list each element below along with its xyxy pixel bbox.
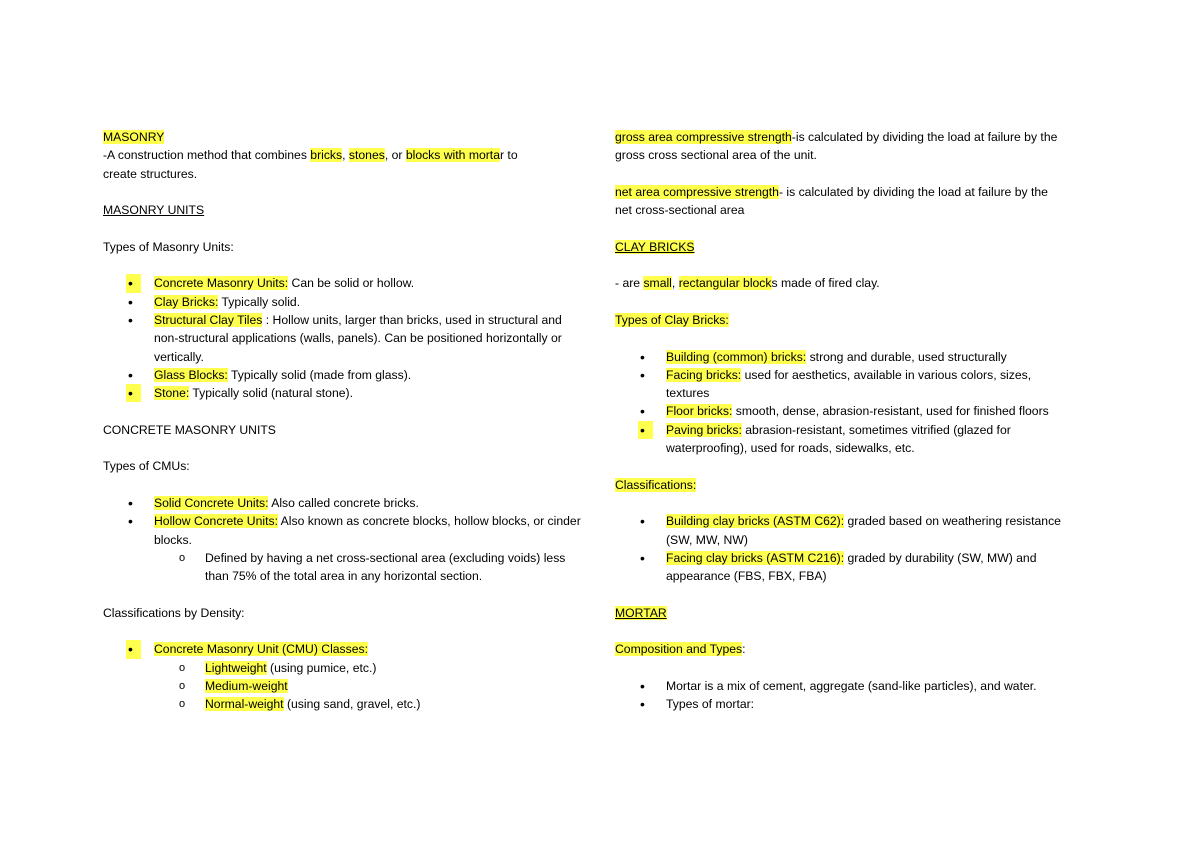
clay-bricks-heading: CLAY BRICKS [615,239,695,254]
right-column [615,128,1095,714]
mortar-heading: MORTAR [615,605,667,620]
list-item: • Concrete Masonry Units: Can be solid or hollow. [103,274,583,292]
list-item: • Paving bricks: abrasion-resistant, sometimes vitrified (glazed for waterproofing), used for roads, sidewalks, etc. [615,421,1066,458]
cmu-sub-list [103,549,583,586]
list-item: o Lightweight (using pumice, etc.) [103,659,583,677]
clay-types-list [615,348,1095,458]
types-of-masonry-units-heading: Types of Masonry Units: [103,239,234,254]
list-item: • Building (common) bricks: strong and durable, used structurally [615,348,1095,366]
cmu-types-list [103,494,583,585]
list-item: • Floor bricks: smooth, dense, abrasion-resistant, used for finished floors [615,402,1095,420]
masonry-intro: -A construction method that combines bricks, stones, or blocks with mortar to create structures. [103,148,518,181]
list-item: • Stone: Typically solid (natural stone). [103,384,583,402]
classifications-list [615,512,1095,585]
list-item: • Structural Clay Tiles : Hollow units, larger than bricks, used in structural and non-structural applications (walls, panels). Can be positioned horizontally or vertically. [103,311,583,366]
list-item: • Solid Concrete Units: Also called concrete bricks. [103,494,583,512]
density-classes-list [103,659,583,714]
density-list [103,640,583,713]
types-of-cmus-heading: Types of CMUs: [103,459,190,474]
list-item: o Medium-weight [103,677,583,695]
density-heading: Classifications by Density: [103,605,245,620]
list-item: • Glass Blocks: Typically solid (made from glass). [103,366,583,384]
types-of-clay-bricks-heading: Types of Clay Bricks: [615,312,729,327]
net-area-paragraph: net area compressive strength- is calculated by dividing the load at failure by the net cross-sectional area [615,184,1048,218]
list-item: o Normal-weight (using sand, gravel, etc.) [103,695,583,713]
list-item: • Facing bricks: used for aesthetics, available in various colors, sizes, textures [615,366,1066,403]
left-column [103,128,583,714]
list-item: • Clay Bricks: Typically solid. [103,293,583,311]
cmu-heading: CONCRETE MASONRY UNITS [103,422,276,437]
clay-bricks-description: - are small, rectangular blocks made of fired clay. [615,276,880,291]
composition-heading: Composition and Types: [615,642,746,657]
mortar-list [615,677,1095,714]
list-item: • Facing clay bricks (ASTM C216): graded by durability (SW, MW) and appearance (FBS, FBX, FBA) [615,549,1066,586]
classifications-heading: Classifications: [615,477,697,492]
list-item: • Building clay bricks (ASTM C62): graded based on weathering resistance (SW, MW, NW) [615,512,1066,549]
list-item: • Hollow Concrete Units: Also known as concrete blocks, hollow blocks, or cinder blocks. o Defined by having a net cross-sectional area (excluding voids) less than 75% of the total area in any horizontal section. [103,512,583,585]
masonry-units-list [103,274,583,402]
list-item: • Types of mortar: [615,695,1095,713]
list-item: o Defined by having a net cross-sectional area (excluding voids) less than 75% of the total area in any horizontal section. [103,549,583,586]
masonry-title: MASONRY [103,130,165,144]
list-item: • Concrete Masonry Unit (CMU) Classes: o Lightweight (using pumice, etc.) o Medium-weight o Normal-weight (using sand, gravel, etc.) [103,640,583,713]
list-item: • Mortar is a mix of cement, aggregate (sand-like particles), and water. [615,677,1095,695]
gross-area-paragraph: gross area compressive strength-is calculated by dividing the load at failure by the gross cross sectional area of the unit. [615,130,1058,163]
masonry-units-heading: MASONRY UNITS [103,203,205,218]
